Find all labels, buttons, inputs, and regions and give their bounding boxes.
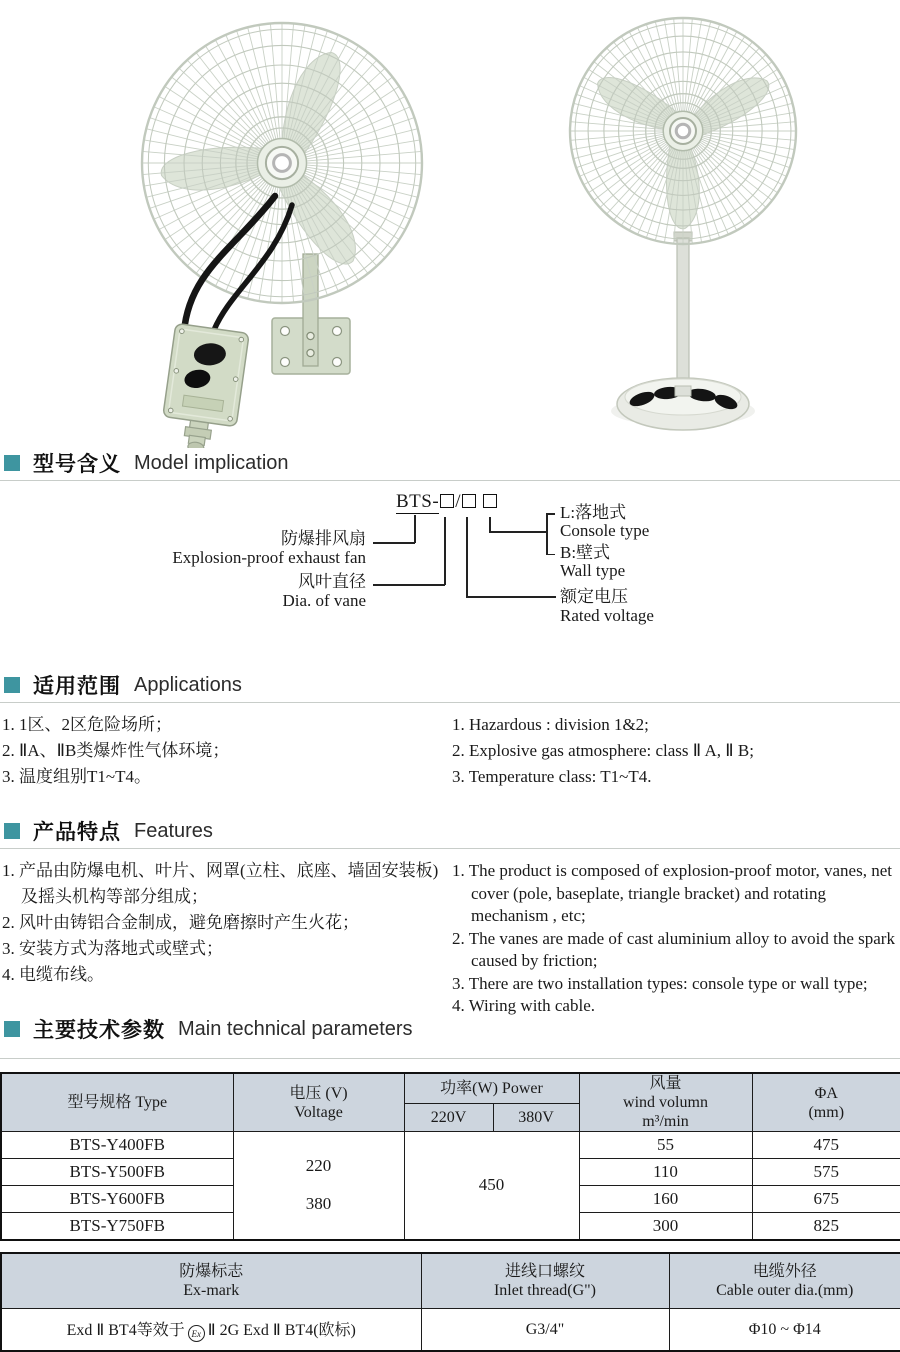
cell-dia: 575 <box>752 1159 900 1186</box>
connector-line <box>414 515 416 543</box>
cell-cable: Φ10 ~ Φ14 <box>669 1309 900 1352</box>
section-title-en: Applications <box>134 673 242 696</box>
label-fan-zh: 防爆排风扇 <box>281 529 366 548</box>
section-parameters <box>0 1014 900 1044</box>
table-row <box>1 1309 900 1352</box>
cell-exmark: Exd Ⅱ BT4等效于 Ex Ⅱ 2G Exd Ⅱ BT4(欧标) <box>1 1309 421 1352</box>
list-item: 2. ⅡA、ⅡB类爆炸性气体环境； <box>2 741 230 760</box>
features-list-en <box>452 860 898 1018</box>
col-header-type: 型号规格 Type <box>1 1073 233 1132</box>
list-item: 3. Temperature class: T1~T4. <box>452 767 652 786</box>
list-item: 1. The product is composed of explosion-proof motor, vanes, net cover (pole, baseplate, triangle bracket) and rotating mechanism , etc; <box>452 861 892 925</box>
label-console-zh: L:落地式 <box>560 503 627 522</box>
placeholder-box-icon <box>462 494 476 508</box>
label-voltage-en: Rated voltage <box>560 606 654 625</box>
section-title-en: Features <box>134 819 213 842</box>
section-model-implication <box>0 448 900 478</box>
connector-line <box>489 531 546 533</box>
model-code-diagram <box>0 488 900 648</box>
cell-wind: 300 <box>579 1213 752 1240</box>
cell-type: BTS-Y600FB <box>1 1186 233 1213</box>
cell-inlet: G3/4" <box>421 1309 669 1352</box>
divider <box>0 848 900 849</box>
model-code: BTS- / <box>396 491 498 513</box>
section-title-zh: 主要技术参数 <box>33 1018 165 1042</box>
ex-mark-table <box>0 1252 900 1352</box>
fan-cage-left <box>142 23 422 303</box>
section-title-zh: 型号含义 <box>33 452 121 476</box>
placeholder-box-icon <box>440 494 454 508</box>
label-voltage-zh: 额定电压 <box>560 587 628 606</box>
col-header-380v: 380V <box>493 1103 579 1131</box>
cell-type: BTS-Y750FB <box>1 1213 233 1240</box>
list-item: 1. 产品由防爆电机、叶片、网罩(立柱、底座、墙固安装板) 及摇头机构等部分组成； <box>2 861 439 906</box>
section-title-zh: 适用范围 <box>33 674 121 698</box>
section-title-en: Main technical parameters <box>178 1017 413 1040</box>
cell-dia: 475 <box>752 1132 900 1159</box>
fan-pole <box>674 232 692 394</box>
cell-dia: 825 <box>752 1213 900 1240</box>
section-bullet-icon <box>4 1021 20 1037</box>
section-bullet-icon <box>4 677 20 693</box>
bracket-line <box>546 513 555 515</box>
list-item: 2. Explosive gas atmosphere: class Ⅱ A, Ⅱ B; <box>452 741 754 760</box>
label-vane-zh: 风叶直径 <box>298 572 366 591</box>
main-parameters-table <box>0 1072 900 1241</box>
cell-wind: 160 <box>579 1186 752 1213</box>
col-header-wind: 风量 wind volumn m³/min <box>579 1073 752 1132</box>
col-header-cable: 电缆外径 Cable outer dia.(mm) <box>669 1253 900 1309</box>
list-item: 3. There are two installation types: console type or wall type; <box>452 973 868 993</box>
col-header-220v: 220V <box>404 1103 493 1131</box>
bracket-line <box>546 513 548 555</box>
label-console-en: Console type <box>560 521 650 540</box>
label-fan-en: Explosion-proof exhaust fan <box>172 548 366 567</box>
cell-type: BTS-Y500FB <box>1 1159 233 1186</box>
list-item: 3. 温度组别T1~T4。 <box>2 767 151 786</box>
connector-line <box>466 517 468 597</box>
wall-bracket <box>272 254 350 374</box>
applications-list-en <box>452 712 898 790</box>
cell-type: BTS-Y400FB <box>1 1132 233 1159</box>
cell-voltage: 220 380 <box>233 1132 404 1240</box>
divider <box>0 1058 900 1059</box>
list-item: 4. Wiring with cable. <box>452 996 595 1015</box>
section-title-zh: 产品特点 <box>33 820 121 844</box>
console-fan-image <box>550 8 820 444</box>
section-features <box>0 816 900 846</box>
connector-line <box>489 517 491 532</box>
divider <box>0 702 900 703</box>
list-item: 1. Hazardous : division 1&2; <box>452 715 649 734</box>
cell-wind: 55 <box>579 1132 752 1159</box>
list-item: 4. 电缆布线。 <box>2 965 104 984</box>
bracket-line <box>546 554 555 556</box>
table-row <box>1 1132 900 1159</box>
features-list-zh <box>2 858 448 988</box>
section-bullet-icon <box>4 455 20 471</box>
atex-ex-icon: Ex <box>188 1325 205 1342</box>
label-wall-zh: B:壁式 <box>560 543 611 562</box>
col-header-inlet: 进线口螺纹 Inlet thread(G") <box>421 1253 669 1309</box>
list-item: 3. 安装方式为落地式或壁式； <box>2 939 223 958</box>
connector-line <box>373 584 445 586</box>
section-applications <box>0 670 900 700</box>
section-bullet-icon <box>4 823 20 839</box>
cell-wind: 110 <box>579 1159 752 1186</box>
cell-power: 450 <box>404 1132 579 1240</box>
label-vane-en: Dia. of vane <box>282 591 366 610</box>
cell-dia: 675 <box>752 1186 900 1213</box>
junction-box <box>159 323 250 448</box>
list-item: 2. The vanes are made of cast aluminium alloy to avoid the spark caused by friction; <box>452 928 895 970</box>
wall-fan-image <box>135 10 435 448</box>
list-item: 2. 风叶由铸铝合金制成，避免磨擦时产生火花； <box>2 913 359 932</box>
applications-list-zh <box>2 712 448 790</box>
fan-base <box>611 378 755 430</box>
col-header-power: 功率(W) Power <box>404 1073 579 1103</box>
col-header-voltage: 电压 (V) Voltage <box>233 1073 404 1132</box>
section-title-en: Model implication <box>134 451 289 474</box>
connector-line <box>373 542 415 544</box>
label-wall-en: Wall type <box>560 561 626 580</box>
col-header-dia: ΦA (mm) <box>752 1073 900 1132</box>
connector-line <box>444 517 446 585</box>
col-header-exmark: 防爆标志 Ex-mark <box>1 1253 421 1309</box>
connector-line <box>466 596 556 598</box>
list-item: 1. 1区、2区危险场所； <box>2 715 172 734</box>
fan-cage-right <box>570 18 796 244</box>
placeholder-box-icon <box>483 494 497 508</box>
divider <box>0 480 900 481</box>
